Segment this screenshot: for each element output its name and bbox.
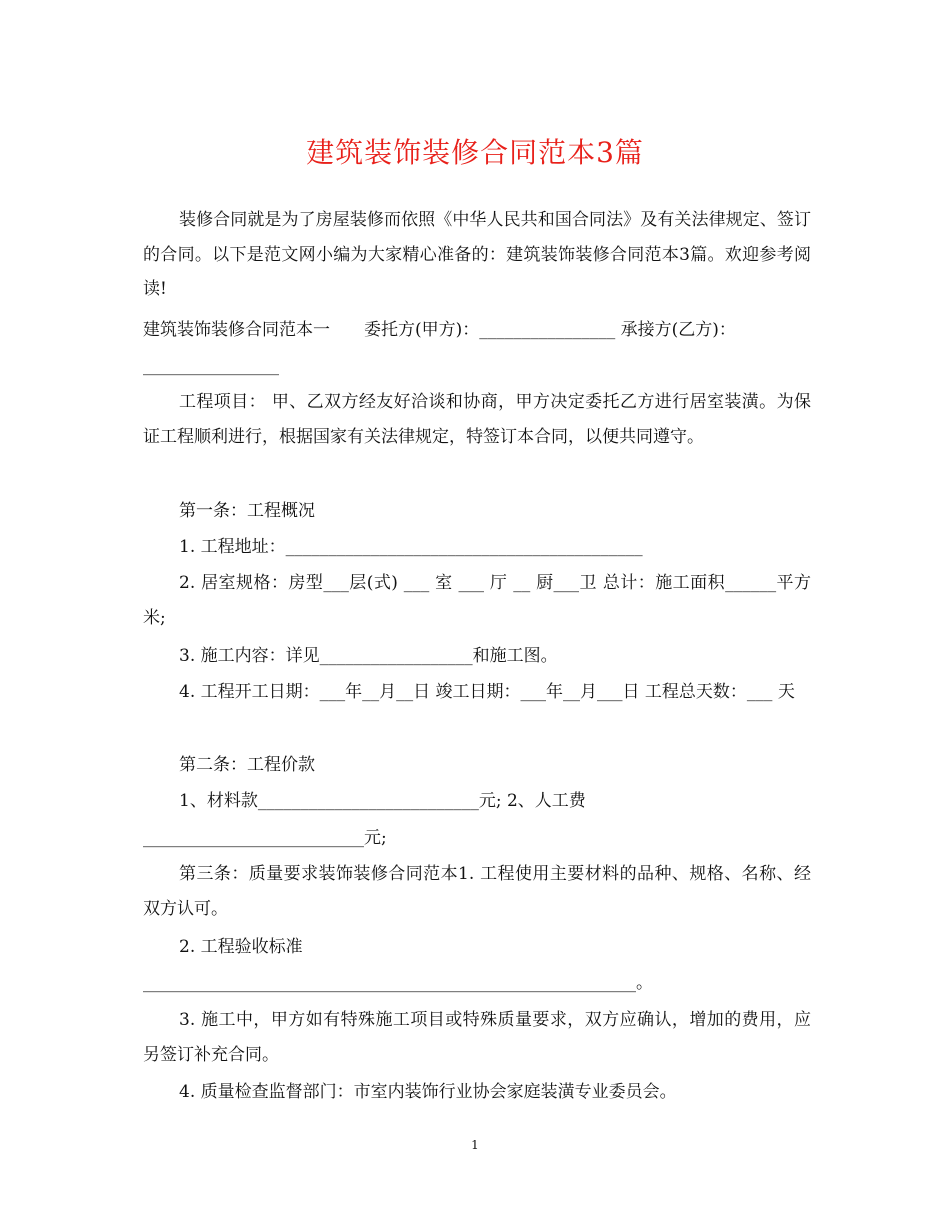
price-line: 1、材料款__________________________元; 2、人工费 [179,791,586,811]
page-number: 1 [471,1138,479,1152]
supervision-clause: 4. 质量检查监督部门：市室内装饰行业协会家庭装潢专业委员会。 [179,1082,677,1102]
item-address: 1. 工程地址：__________________________________________ [179,537,643,557]
acceptance-heading: 2. 工程验收标准 [179,937,303,957]
item-room-spec: 2. 居室规格：房型___层(式) ___ 室 ___ 厅 __ 厨___卫 总计：施工面积______平方米; [143,573,811,628]
article-3-clause: 第三条：质量要求装饰装修合同范本1. 工程使用主要材料的品种、规格、名称、经双方认可。 [143,864,811,919]
page-title: 建筑装饰装修合同范本3篇 [306,136,644,169]
item-work-content: 3. 施工内容：详见__________________和施工图。 [179,646,558,666]
project-clause: 工程项目： 甲、乙双方经友好洽谈和协商，甲方决定委托乙方进行居室装潢。为保证工程顺利进行，根据国家有关法律规定，特签订本合同，以便共同遵守。 [143,392,811,447]
item-dates: 4. 工程开工日期：___年__月__日 竣工日期：___年__月___日 工程总天数：___ 天 [179,682,795,702]
price-line-continued: __________________________元; [143,828,387,848]
contract-one-heading: 建筑装饰装修合同范本一 委托方(甲方)：________________ 承接方(乙方)： [143,320,736,340]
special-items-clause: 3. 施工中，甲方如有特殊施工项目或特殊质量要求，双方应确认，增加的费用，应另签订补充合同。 [143,1010,811,1065]
article-2-heading: 第二条：工程价款 [179,755,315,775]
intro-paragraph: 装修合同就是为了房屋装修而依照《中华人民共和国合同法》及有关法律规定、签订的合同。以下是范文网小编为大家精心准备的：建筑装饰装修合同范本3篇。欢迎参考阅读! [143,210,811,299]
acceptance-blank: __________________________________________________________。 [143,973,653,993]
article-1-heading: 第一条：工程概况 [179,501,315,521]
party-b-blank: ________________ [143,356,279,376]
